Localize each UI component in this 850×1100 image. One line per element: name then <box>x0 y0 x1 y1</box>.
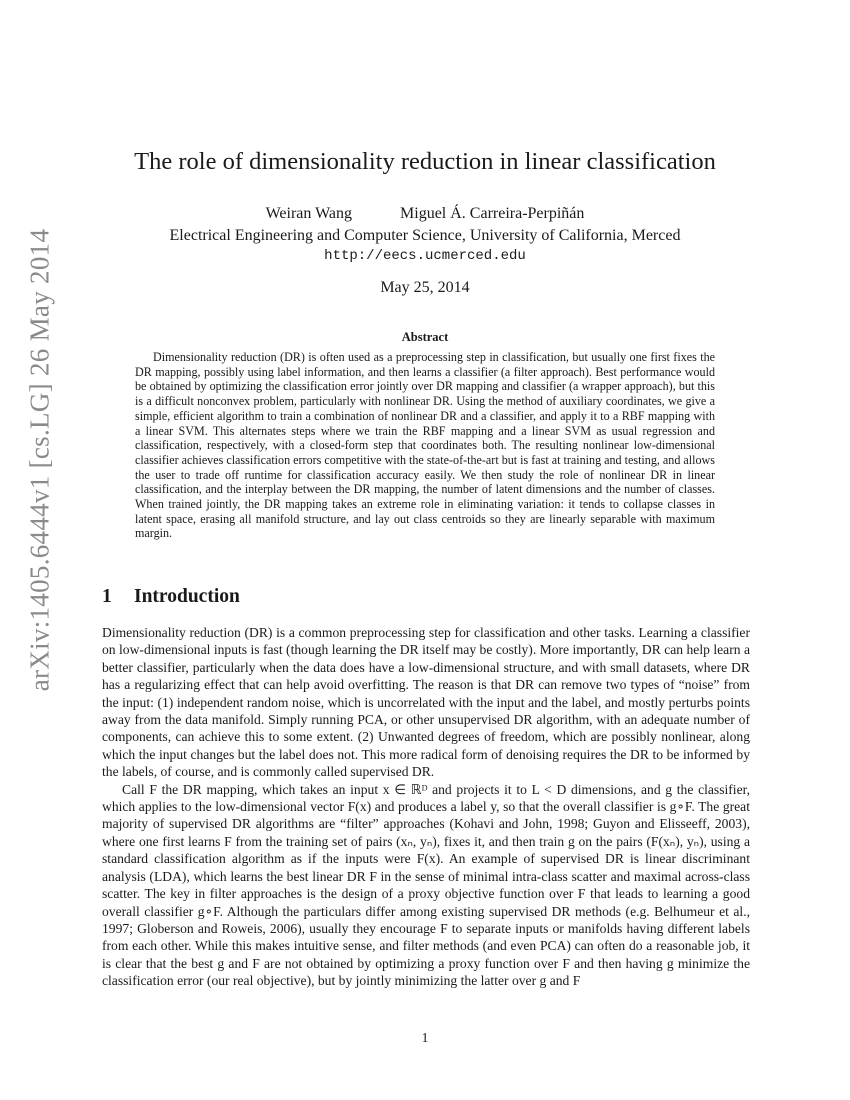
page-number: 1 <box>421 1030 429 1045</box>
section-title: Introduction <box>134 586 240 607</box>
paper-date: May 25, 2014 <box>380 279 470 296</box>
section-number: 1 <box>102 586 112 607</box>
affiliation: Electrical Engineering and Computer Science, University of California, Merced <box>169 227 681 244</box>
abstract-heading: Abstract <box>401 330 449 344</box>
author-list <box>0 205 850 223</box>
author-name: Miguel Á. Carreira-Perpiñán <box>400 205 585 222</box>
section-heading <box>102 586 240 608</box>
paper-title: The role of dimensionality reduction in linear classification <box>134 148 716 175</box>
author-name: Weiran Wang <box>265 205 353 222</box>
arxiv-identifier: arXiv:1405.6444v1 [cs.LG] 26 May 2014 <box>24 228 55 692</box>
paragraph: Call F the DR mapping, which takes an input x ∈ ℝᴰ and projects it to L < D dimensions, and g the classifier, which applies to the low-dimensional vector F(x) and produces a label y, so that the overall classifier is g∘F. The great majority of supervised DR algorithms are “filter” approaches (Kohavi and John, 1998; Guyon and Elisseeff, 2003), where one first learns F from the training set of pairs (xₙ, yₙ), fixes it, and then train g on the pairs (F(xₙ), yₙ), using a standard classification algorithm as if the inputs were F(x). An example of supervised DR is linear discriminant analysis (LDA), which learns the best linear DR F in the sense of minimal intra-class scatter and maximal across-class scatter. The key in filter approaches is the design of a proxy objective function over F that leads to learning a good overall classifier g∘F. Although the particulars differ among existing supervised DR methods (e.g. Belhumeur et al., 1997; Globerson and Roweis, 2006), usually they encourage F to separate inputs or manifolds having different labels from each other. While this makes intuitive sense, and filter methods (and even PCA) can often do a reasonable job, it is clear that the best g and F are not obtained by optimizing a proxy function over F and then having g minimize the classification error (our real objective), but by jointly minimizing the latter over g and F <box>102 781 750 989</box>
section-body <box>102 624 750 990</box>
affiliation-url[interactable]: http://eecs.ucmerced.edu <box>324 248 526 264</box>
paragraph: Dimensionality reduction (DR) is a common preprocessing step for classification and other tasks. Learning a classifier on low-dimensional inputs is fast (though learning the DR itself may be costly). More importantly, DR can help learn a better classifier, particularly when the data does have a low-dimensional structure, and with small datasets, where DR has a regularizing effect that can help avoid overfitting. The reason is that DR can remove two types of “noise” from the input: (1) independent random noise, which is uncorrelated with the input and the label, and mostly perturbs points away from the data manifold. Simply running PCA, or other unsupervised DR algorithm, with an adequate number of components, can achieve this to some extent. (2) Unwanted degrees of freedom, which are possibly nonlinear, along which the input changes but the label does not. This more radical form of denoising requires the DR to be informed by the labels, of course, and is commonly called supervised DR. <box>102 625 750 780</box>
abstract-text: Dimensionality reduction (DR) is often used as a preprocessing step in classification, but usually one first fixes the DR mapping, possibly using label information, and then learns a classifier (a filter approach). Best performance would be obtained by optimizing the classification error jointly over DR mapping and classifier (a wrapper approach), but this is a difficult nonconvex problem, particularly with nonlinear DR. Using the method of auxiliary coordinates, we give a simple, efficient algorithm to train a combination of nonlinear DR and a classifier, and apply it to a RBF mapping with a linear SVM. This alternates steps where we train the RBF mapping and a linear SVM as usual regression and classification, respectively, with a closed-form step that coordinates both. The resulting nonlinear low-dimensional classifier achieves classification errors competitive with the state-of-the-art but is fast at training and testing, and allows the user to trade off runtime for classification accuracy easily. We then study the role of nonlinear DR in linear classification, and the interplay between the DR mapping, the number of latent dimensions and the number of classes. When trained jointly, the DR mapping takes an extreme role in eliminating variation: it tends to collapse classes in latent space, erasing all manifold structure, and lay out class centroids so they are linearly separable with maximum margin. <box>135 350 715 541</box>
